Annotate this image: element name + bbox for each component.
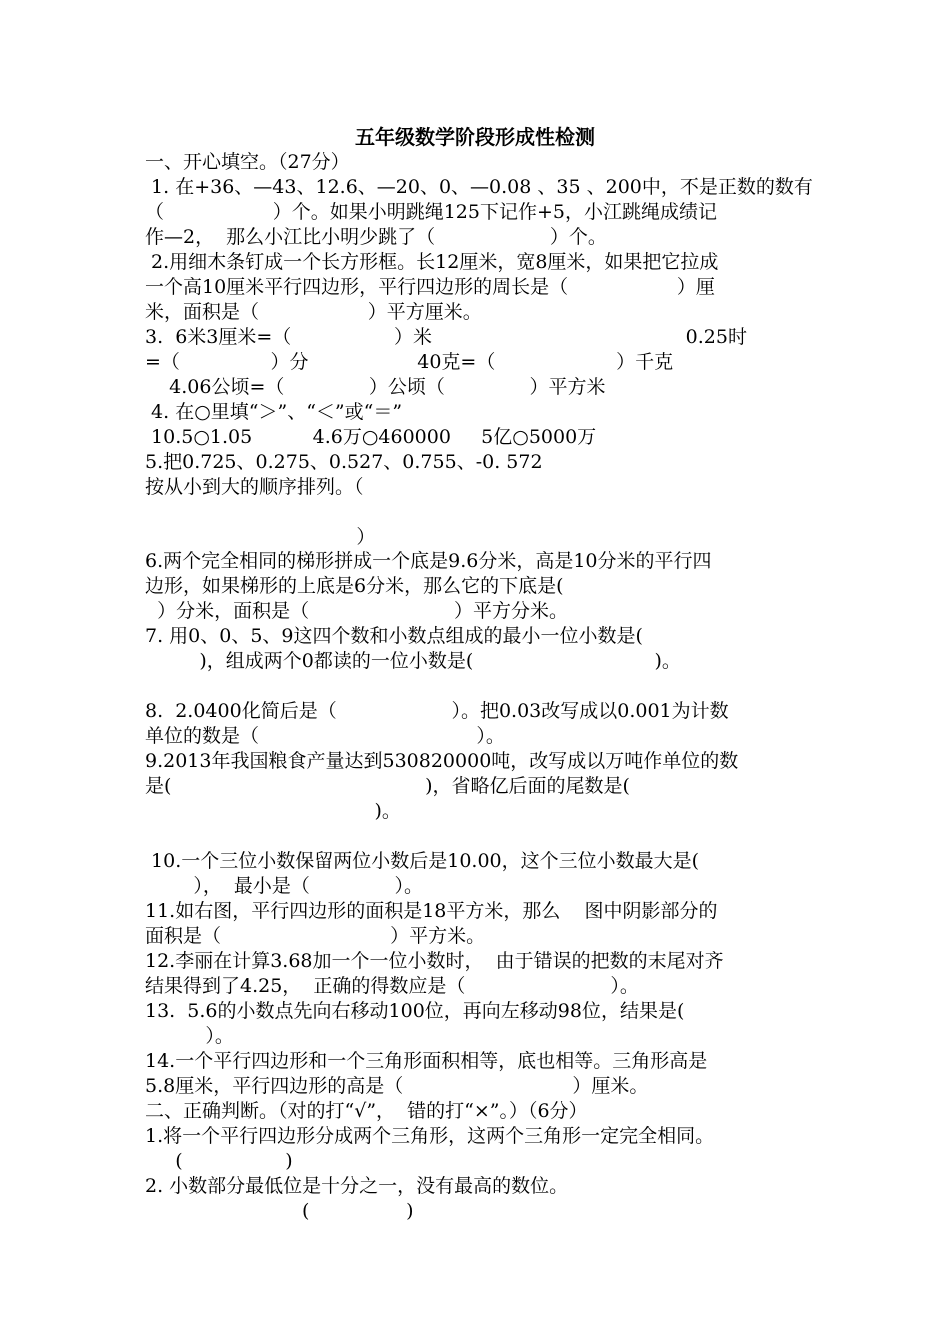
q7-line-2: )，组成两个0都读的一位小数是( )。 [145,650,681,672]
q6-line-3: ）分米，面积是（ ）平方分米。 [145,600,569,622]
q2-line-2: 一个高10厘米平行四边形，平行四边形的周长是（ ）厘 [145,276,715,298]
q1-line-1: 1. 在+36、—43、12.6、—20、0、—0.08 、35 、200中，不是正数的数有 [145,176,813,198]
q11-line-2: 面积是（ ）平方米。 [145,925,486,947]
q9-line-3: )。 [145,800,401,822]
q14-line-2: 5.8厘米，平行四边形的高是（ ）厘米。 [145,1075,649,1097]
q13-line-2: ）。 [145,1025,234,1047]
q13-line-1: 13. 5.6的小数点先向右移动100位，再向左移动98位，结果是( [145,1000,685,1022]
section-2-heading: 二、正确判断。（对的打“√”， 错的打“×”。）（6分） [145,1100,588,1122]
judge-1-line-2: ( ) [145,1150,293,1172]
q3-line-3: 4.06公顷=（ ）公顷（ ）平方米 [145,376,606,398]
q8-line-2: 单位的数是（ ）。 [145,725,505,747]
page-title: 五年级数学阶段形成性检测 [355,125,595,149]
q4-line-1: 4. 在○里填“＞”、“＜”或“＝” [145,401,403,423]
q5-line-1: 5.把0.725、0.275、0.527、0.755、-0. 572 [145,451,543,473]
q3-line-1: 3. 6米3厘米=（ ）米 0.25时 [145,326,747,348]
q9-line-1: 9.2013年我国粮食产量达到530820000吨，改写成以万吨作单位的数 [145,750,739,772]
q8-line-1: 8. 2.0400化简后是（ ）。把0.03改写成以0.001为计数 [145,700,729,722]
q2-line-1: 2.用细木条钉成一个长方形框。长12厘米，宽8厘米，如果把它拉成 [145,251,719,273]
q5-line-3: ） [145,526,376,548]
q11-line-1: 11.如右图，平行四边形的面积是18平方米，那么 图中阴影部分的 [145,900,718,922]
q12-line-2: 结果得到了4.25， 正确的得数应是（ ）。 [145,975,639,997]
q6-line-2: 边形，如果梯形的上底是6分米，那么它的下底是( [145,575,564,597]
judge-2-line-2: ( ) [145,1200,414,1222]
judge-2-line-1: 2. 小数部分最低位是十分之一，没有最高的数位。 [145,1175,569,1197]
q10-line-1: 10.一个三位小数保留两位小数后是10.00，这个三位小数最大是( [145,850,700,872]
q3-line-2: =（ ）分 40克=（ ）千克 [145,351,674,373]
q4-line-2: 10.5○1.05 4.6万○460000 5亿○5000万 [145,426,597,448]
q6-line-1: 6.两个完全相同的梯形拼成一个底是9.6分米，高是10分米的平行四 [145,550,712,572]
q9-line-2: 是( )，省略亿后面的尾数是( [145,775,630,797]
q14-line-1: 14.一个平行四边形和一个三角形面积相等，底也相等。三角形高是 [145,1050,708,1072]
q1-line-3: 作—2， 那么小江比小明少跳了（ ）个。 [145,226,607,248]
q12-line-1: 12.李丽在计算3.68加一个一位小数时， 由于错误的把数的末尾对齐 [145,950,724,972]
q2-line-3: 米，面积是（ ）平方厘米。 [145,301,482,323]
q7-line-1: 7. 用0、0、5、9这四个数和小数点组成的最小一位小数是( [145,625,643,647]
q5-line-2: 按从小到大的顺序排列。（ [145,476,364,498]
q1-line-2: （ ）个。如果小明跳绳125下记作+5，小江跳绳成绩记 [145,201,717,223]
judge-1-line-1: 1.将一个平行四边形分成两个三角形，这两个三角形一定完全相同。 [145,1125,715,1147]
section-1-heading: 一、开心填空。（27分） [145,151,350,173]
q10-line-2: ）， 最小是（ ）。 [145,875,423,897]
